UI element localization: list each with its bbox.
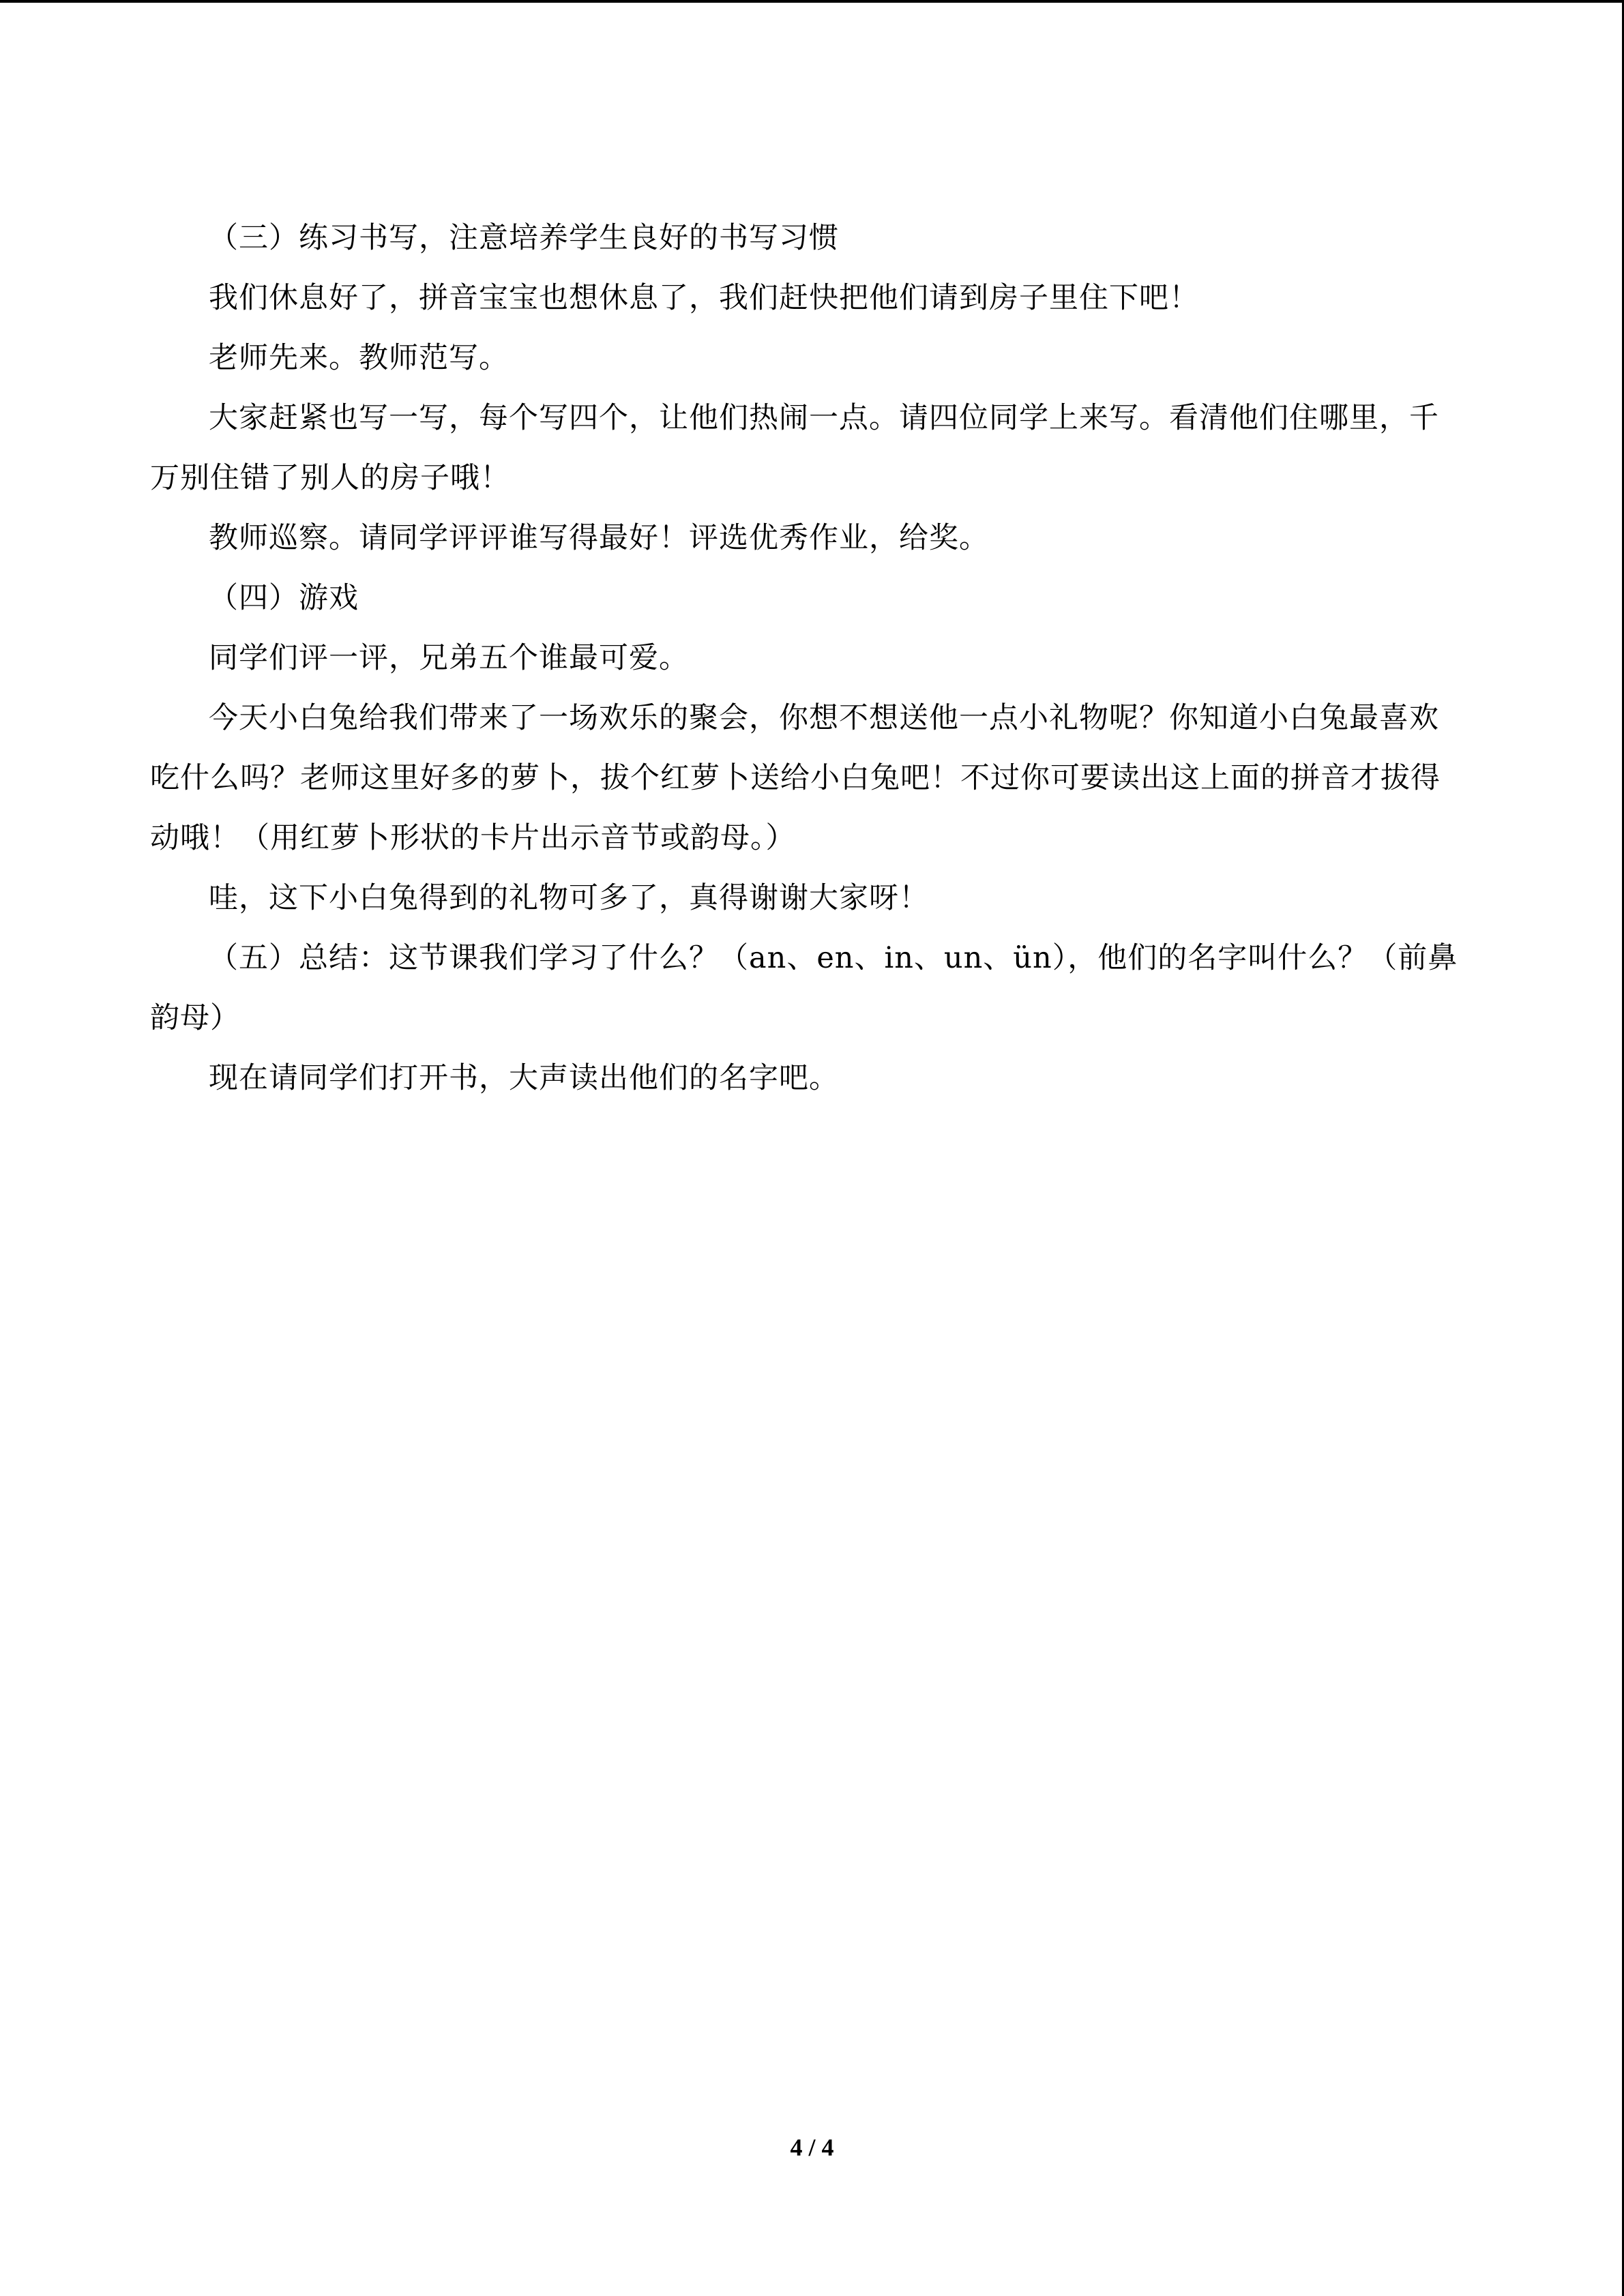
paragraph: 哇，这下小白兔得到的礼物可多了，真得谢谢大家呀！ <box>209 881 929 915</box>
paragraph: 我们休息好了，拼音宝宝也想休息了，我们赶快把他们请到房子里住下吧！ <box>209 281 1199 315</box>
paragraph: 现在请同学们打开书，大声读出他们的名字吧。 <box>209 1061 839 1095</box>
section-heading-three: （三）练习书写，注意培养学生良好的书写习惯 <box>209 221 839 255</box>
page-top-border <box>0 0 1624 3</box>
paragraph: 今天小白兔给我们带来了一场欢乐的聚会，你想不想送他一点小礼物呢？你知道小白兔最喜欢吃什么吗？老师这里好多的萝卜，拔个红萝卜送给小白兔吧！不过你可要读出这上面的拼音才拔得动哦！（用红萝卜形状的卡片出示音节或韵母。） <box>150 701 1441 855</box>
paragraph: 同学们评一评，兄弟五个谁最可爱。 <box>209 641 689 675</box>
page-number: 4 / 4 <box>790 2134 834 2161</box>
paragraph: 老师先来。教师范写。 <box>209 341 509 375</box>
paragraph: 教师巡察。请同学评评谁写得最好！评选优秀作业，给奖。 <box>209 521 989 555</box>
section-heading-four: （四）游戏 <box>209 581 359 615</box>
document-body <box>150 208 1460 1108</box>
paragraph: 大家赶紧也写一写，每个写四个，让他们热闹一点。请四位同学上来写。看清他们住哪里，千万别住错了别人的房子哦！ <box>150 401 1439 495</box>
section-heading-five: （五）总结：这节课我们学习了什么？（an、en、in、un、ün），他们的名字叫什么？（前鼻韵母） <box>150 941 1458 1035</box>
